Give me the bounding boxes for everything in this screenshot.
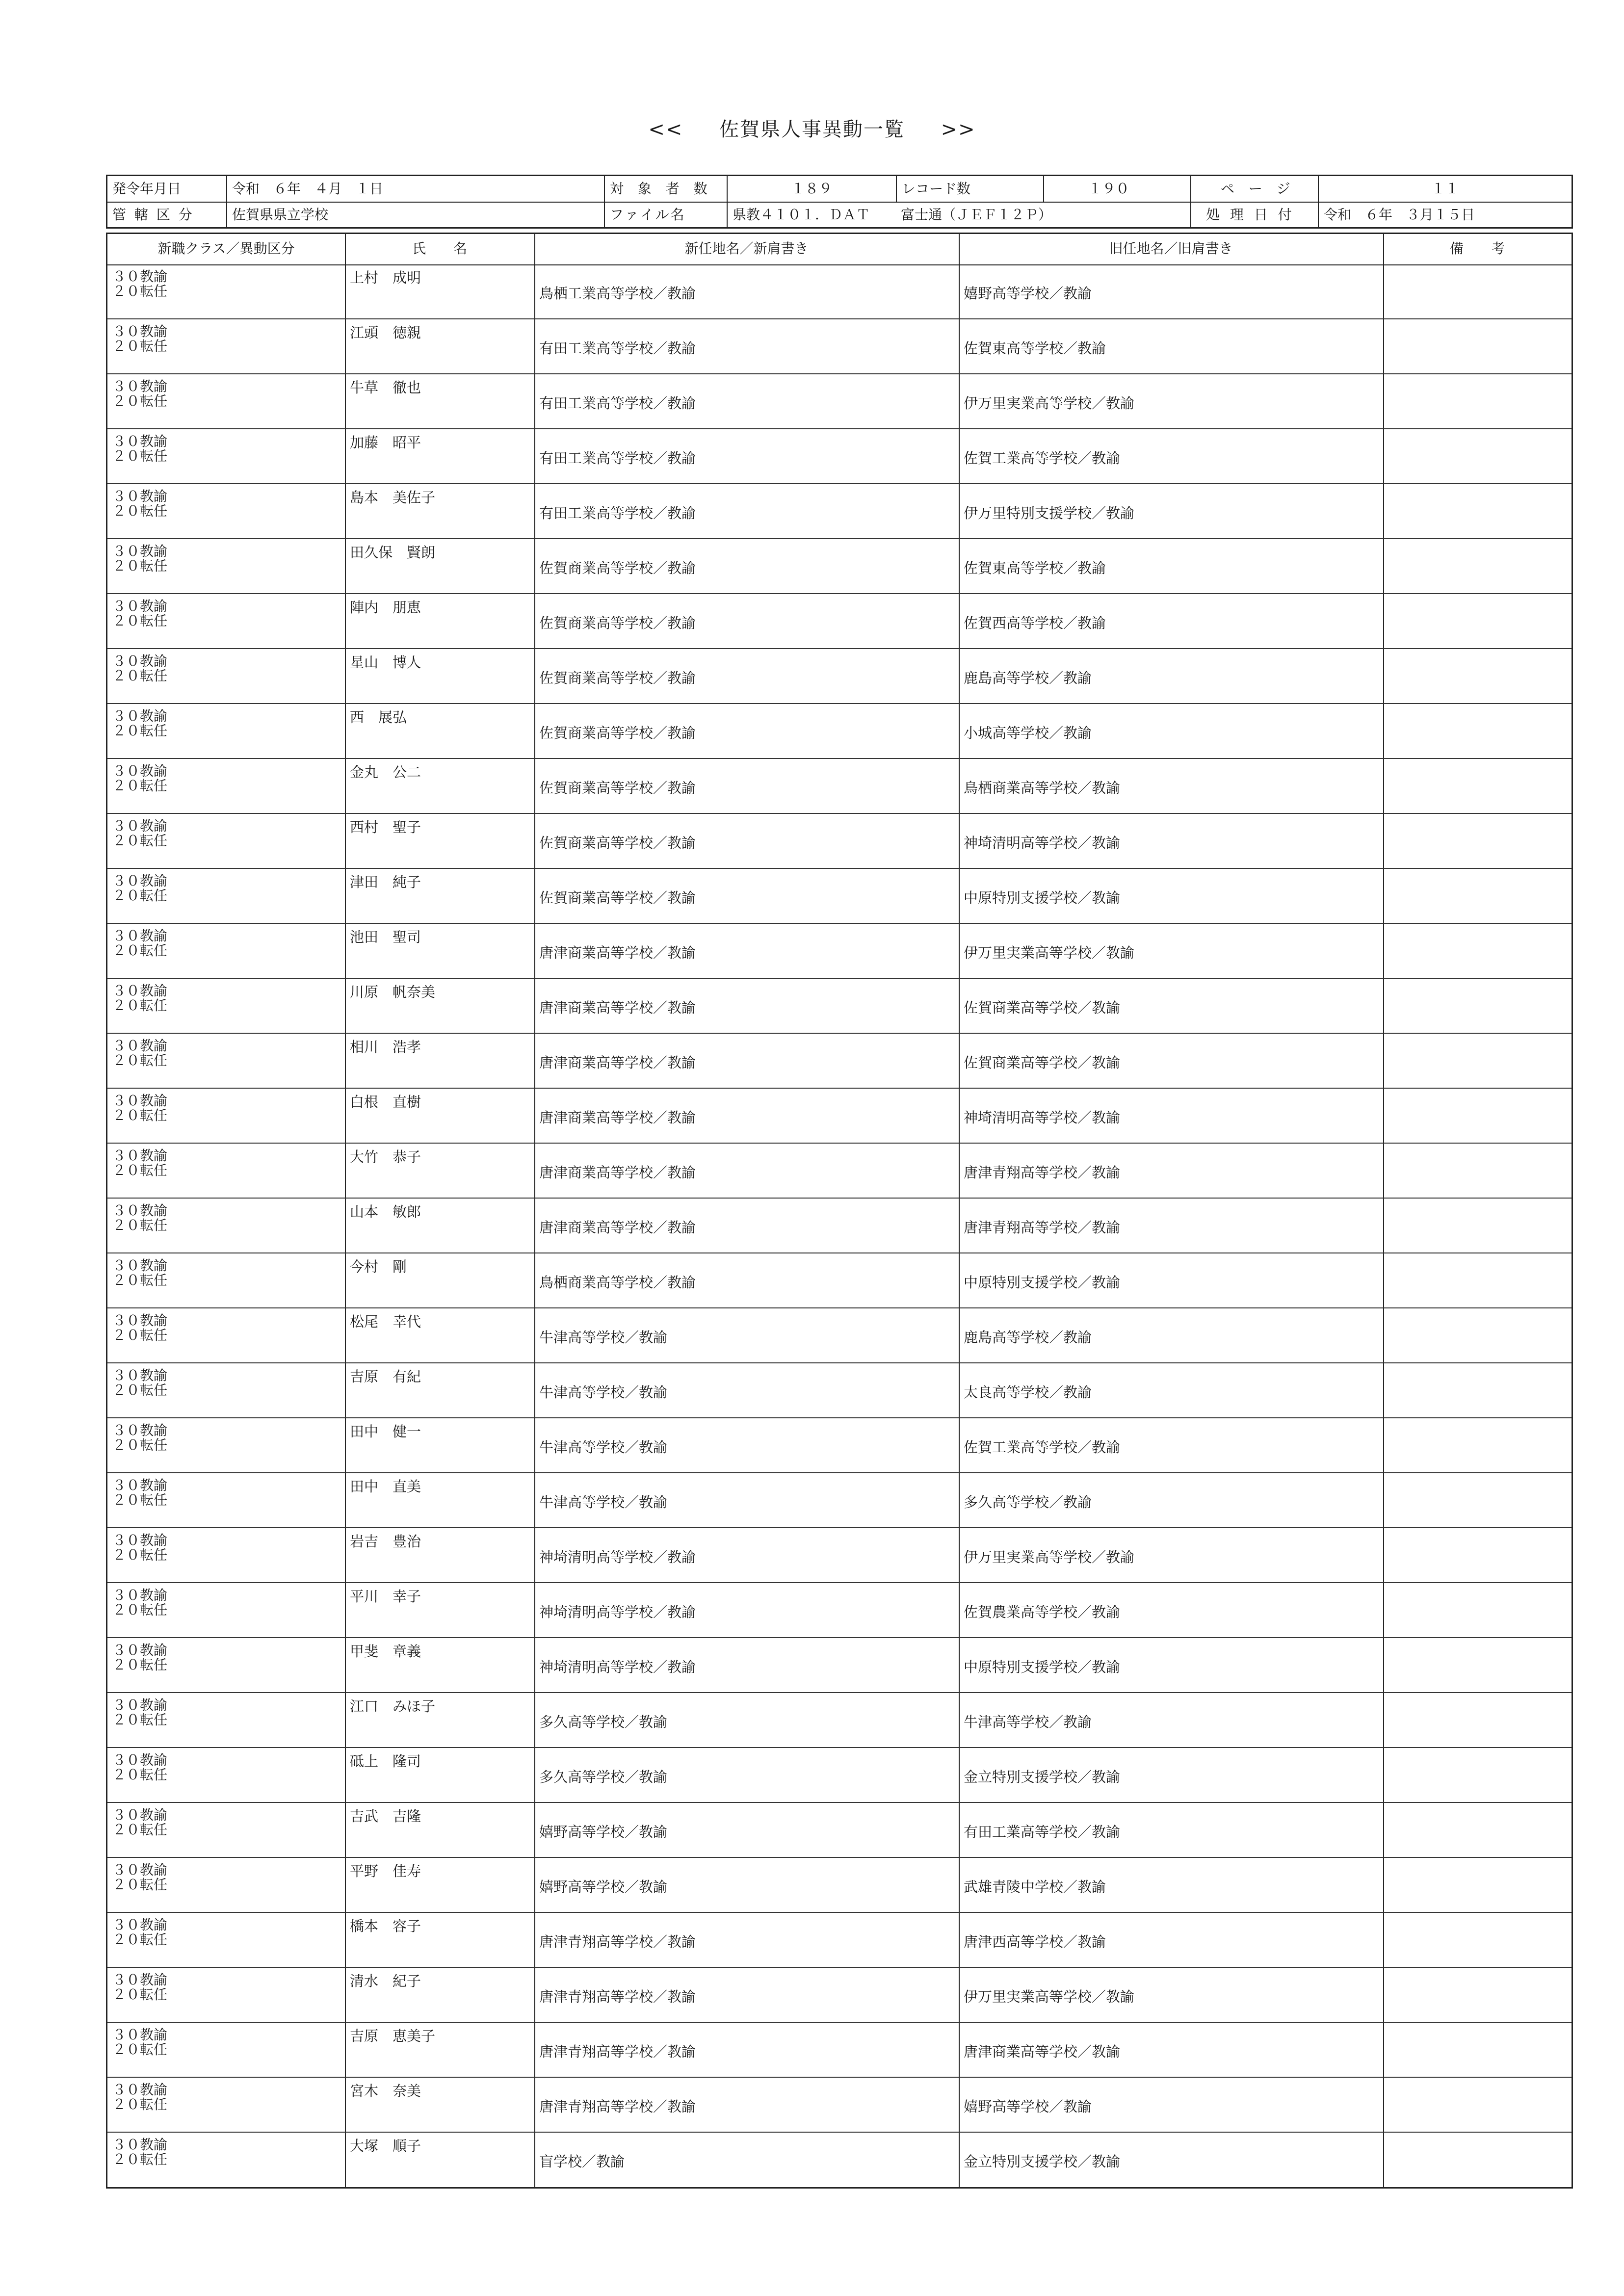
table-row	[107, 924, 1572, 979]
job-class: ３０教諭	[112, 268, 168, 285]
person-name: 吉武 吉隆	[350, 1808, 421, 1825]
header-row-1	[107, 176, 1572, 203]
transfer-type: ２０転任	[112, 1492, 168, 1508]
transfer-type: ２０転任	[112, 2041, 168, 2058]
transfer-type: ２０転任	[112, 1986, 168, 2003]
transfer-type: ２０転任	[112, 503, 168, 519]
table-row	[107, 1803, 1572, 1858]
old-post: 鹿島高等学校／教諭	[964, 670, 1092, 686]
document-title: << 佐賀県人事異動一覧 >>	[648, 118, 976, 141]
class-and-transfer-type	[112, 1094, 167, 1123]
column-header-remarks: 備 考	[1449, 240, 1505, 257]
job-class: ３０教諭	[112, 1697, 168, 1713]
new-post: 神埼清明高等学校／教諭	[539, 1659, 696, 1675]
table-row	[107, 869, 1572, 924]
new-post: 唐津青翔高等学校／教諭	[539, 2098, 696, 2115]
old-post: 伊万里特別支援学校／教諭	[964, 505, 1135, 522]
transfer-type: ２０転任	[112, 2151, 168, 2167]
transfer-type: ２０転任	[112, 1931, 168, 1948]
new-post: 唐津商業高等学校／教諭	[539, 1054, 696, 1071]
transfer-type: ２０転任	[112, 1547, 168, 1563]
column-header-class: 新職クラス／異動区分	[157, 240, 295, 257]
person-name: 加藤 昭平	[350, 434, 421, 451]
person-name: 山本 敏郎	[350, 1203, 421, 1220]
job-class: ３０教諭	[112, 708, 168, 724]
old-post: 金立特別支援学校／教諭	[964, 2153, 1121, 2170]
transfer-type: ２０転任	[112, 283, 168, 299]
new-post: 唐津商業高等学校／教諭	[539, 999, 696, 1016]
person-name: 牛草 徹也	[350, 379, 421, 396]
old-post: 佐賀工業高等学校／教諭	[964, 1439, 1121, 1456]
transfer-type: ２０転任	[112, 1877, 168, 1893]
class-and-transfer-type	[112, 1808, 167, 1837]
class-and-transfer-type	[112, 1753, 167, 1782]
old-post: 佐賀西高等学校／教諭	[964, 615, 1106, 631]
page-label: ペ ー ジ	[1190, 176, 1318, 202]
table-row	[107, 1858, 1572, 1913]
job-class: ３０教諭	[112, 1972, 168, 1988]
old-post: 佐賀商業高等学校／教諭	[964, 999, 1121, 1016]
person-name: 今村 剛	[350, 1258, 407, 1275]
transfer-type: ２０転任	[112, 613, 168, 629]
job-class: ３０教諭	[112, 598, 168, 614]
new-post: 鳥栖商業高等学校／教諭	[539, 1274, 696, 1291]
file-name-label: ファイル名	[604, 202, 727, 228]
job-class: ３０教諭	[112, 653, 168, 669]
table-row	[107, 1144, 1572, 1199]
job-class: ３０教諭	[112, 543, 168, 559]
transfer-type: ２０転任	[112, 887, 168, 904]
table-row	[107, 594, 1572, 649]
old-post: 武雄青陵中学校／教諭	[964, 1879, 1106, 1895]
old-post: 中原特別支援学校／教諭	[964, 1274, 1121, 1291]
table-row	[107, 1363, 1572, 1418]
job-class: ３０教諭	[112, 1477, 168, 1493]
class-and-transfer-type	[112, 1039, 167, 1068]
old-post: 伊万里実業高等学校／教諭	[964, 1549, 1135, 1565]
transfer-type: ２０転任	[112, 1767, 168, 1783]
job-class: ３０教諭	[112, 323, 168, 339]
class-and-transfer-type	[112, 874, 167, 903]
old-post: 中原特別支援学校／教諭	[964, 889, 1121, 906]
table-row	[107, 264, 1572, 319]
job-class: ３０教諭	[112, 433, 168, 449]
new-post: 佐賀商業高等学校／教諭	[539, 615, 696, 631]
job-class: ３０教諭	[112, 1917, 168, 1933]
table-row	[107, 1748, 1572, 1803]
table-row	[107, 2133, 1572, 2188]
job-class: ３０教諭	[112, 1532, 168, 1548]
transfer-type: ２０転任	[112, 2096, 168, 2113]
new-post: 佐賀商業高等学校／教諭	[539, 889, 696, 906]
job-class: ３０教諭	[112, 1312, 168, 1329]
class-and-transfer-type	[112, 984, 167, 1013]
class-and-transfer-type	[112, 324, 167, 354]
new-post: 佐賀商業高等学校／教諭	[539, 670, 696, 686]
class-and-transfer-type	[112, 1918, 167, 1947]
column-header-new-post: 新任地名／新肩書き	[684, 240, 809, 257]
table-row	[107, 2023, 1572, 2078]
job-class: ３０教諭	[112, 2082, 168, 2098]
job-class: ３０教諭	[112, 1422, 168, 1438]
job-class: ３０教諭	[112, 1148, 168, 1164]
class-and-transfer-type	[112, 1698, 167, 1727]
table-row	[107, 759, 1572, 814]
person-name: 上村 成明	[350, 269, 421, 286]
table-row	[107, 319, 1572, 374]
new-post: 佐賀商業高等学校／教諭	[539, 835, 696, 851]
class-and-transfer-type	[112, 1973, 167, 2002]
old-post: 佐賀東高等学校／教諭	[964, 560, 1106, 576]
table-row	[107, 1583, 1572, 1638]
person-name: 相川 浩孝	[350, 1039, 421, 1055]
new-post: 鳥栖工業高等学校／教諭	[539, 285, 696, 302]
job-class: ３０教諭	[112, 1257, 168, 1274]
transfer-type: ２０転任	[112, 558, 168, 574]
header-info-table	[106, 175, 1573, 229]
transfer-type: ２０転任	[112, 723, 168, 739]
person-name: 川原 帆奈美	[350, 984, 436, 1000]
new-post: 唐津商業高等学校／教諭	[539, 1219, 696, 1236]
column-header-name: 氏 名	[412, 240, 467, 257]
class-and-transfer-type	[112, 819, 167, 848]
class-and-transfer-type	[112, 1313, 167, 1343]
new-post: 牛津高等学校／教諭	[539, 1329, 668, 1346]
table-row	[107, 1089, 1572, 1144]
target-count-value: １８９	[727, 176, 896, 202]
table-row	[107, 2078, 1572, 2133]
old-post: 唐津青翔高等学校／教諭	[964, 1164, 1121, 1181]
new-post: 牛津高等学校／教諭	[539, 1384, 668, 1401]
person-name: 田久保 賢朗	[350, 544, 436, 561]
job-class: ３０教諭	[112, 983, 168, 999]
class-and-transfer-type	[112, 489, 167, 519]
table-row	[107, 429, 1572, 484]
transfer-type: ２０転任	[112, 1327, 168, 1343]
table-row	[107, 1473, 1572, 1528]
old-post: 伊万里実業高等学校／教諭	[964, 395, 1135, 412]
file-name-value: 県教４１０１．ＤＡＴ	[727, 202, 896, 228]
table-row	[107, 1199, 1572, 1253]
new-post: 嬉野高等学校／教諭	[539, 1879, 668, 1895]
transfer-type: ２０転任	[112, 997, 168, 1014]
personnel-transfer-table	[106, 233, 1573, 2189]
new-post: 有田工業高等学校／教諭	[539, 395, 696, 412]
person-name: 江頭 徳親	[350, 324, 421, 341]
table-row	[107, 1308, 1572, 1363]
person-name: 平川 幸子	[350, 1588, 421, 1605]
column-header-row	[107, 234, 1572, 265]
person-name: 陣内 朋恵	[350, 599, 421, 616]
transfer-type: ２０転任	[112, 1382, 168, 1398]
job-class: ３０教諭	[112, 1202, 168, 1219]
table-row	[107, 1968, 1572, 2023]
job-class: ３０教諭	[112, 488, 168, 504]
class-and-transfer-type	[112, 1863, 167, 1892]
class-and-transfer-type	[112, 1533, 167, 1563]
issue-date-value: 令和 ６年 ４月 １日	[226, 176, 604, 202]
new-post: 神埼清明高等学校／教諭	[539, 1549, 696, 1565]
person-name: 島本 美佐子	[350, 489, 436, 506]
old-post: 金立特別支援学校／教諭	[964, 1769, 1121, 1785]
class-and-transfer-type	[112, 1423, 167, 1453]
table-row	[107, 1693, 1572, 1748]
job-class: ３０教諭	[112, 1367, 168, 1383]
old-post: 鳥栖商業高等学校／教諭	[964, 780, 1121, 796]
old-post: 中原特別支援学校／教諭	[964, 1659, 1121, 1675]
person-name: 金丸 公二	[350, 764, 421, 781]
table-row	[107, 1034, 1572, 1089]
person-name: 松尾 幸代	[350, 1313, 421, 1330]
old-post: 佐賀工業高等学校／教諭	[964, 450, 1121, 467]
job-class: ３０教諭	[112, 378, 168, 394]
class-and-transfer-type	[112, 929, 167, 958]
job-class: ３０教諭	[112, 763, 168, 779]
person-name: 吉原 恵美子	[350, 2028, 436, 2044]
table-row	[107, 1913, 1572, 1968]
class-and-transfer-type	[112, 434, 167, 464]
table-row	[107, 1418, 1572, 1473]
class-and-transfer-type	[112, 764, 167, 793]
new-post: 牛津高等学校／教諭	[539, 1439, 668, 1456]
person-name: 平野 佳寿	[350, 1863, 421, 1879]
old-post: 伊万里実業高等学校／教諭	[964, 1988, 1135, 2005]
old-post: 佐賀東高等学校／教諭	[964, 340, 1106, 357]
person-name: 吉原 有紀	[350, 1368, 421, 1385]
transfer-type: ２０転任	[112, 778, 168, 794]
new-post: 唐津商業高等学校／教諭	[539, 944, 696, 961]
new-post: 有田工業高等学校／教諭	[539, 450, 696, 467]
job-class: ３０教諭	[112, 1587, 168, 1603]
person-name: 甲斐 章義	[350, 1643, 421, 1660]
old-post: 唐津西高等学校／教諭	[964, 1933, 1106, 1950]
job-class: ３０教諭	[112, 1642, 168, 1658]
new-post: 嬉野高等学校／教諭	[539, 1824, 668, 1840]
person-name: 橋本 容子	[350, 1918, 421, 1934]
new-post: 牛津高等学校／教諭	[539, 1494, 668, 1511]
transfer-type: ２０転任	[112, 1822, 168, 1838]
transfer-type: ２０転任	[112, 1712, 168, 1728]
table-row	[107, 1528, 1572, 1583]
table-row	[107, 814, 1572, 869]
transfer-type: ２０転任	[112, 1052, 168, 1069]
new-post: 多久高等学校／教諭	[539, 1714, 668, 1730]
table-row	[107, 704, 1572, 759]
job-class: ３０教諭	[112, 2027, 168, 2043]
old-post: 有田工業高等学校／教諭	[964, 1824, 1121, 1840]
job-class: ３０教諭	[112, 1807, 168, 1823]
person-name: 星山 博人	[350, 654, 421, 671]
old-post: 佐賀農業高等学校／教諭	[964, 1604, 1121, 1620]
class-and-transfer-type	[112, 1643, 167, 1672]
person-name: 白根 直樹	[350, 1094, 421, 1110]
new-post: 神埼清明高等学校／教諭	[539, 1604, 696, 1620]
new-post: 唐津青翔高等学校／教諭	[539, 1988, 696, 2005]
person-name: 津田 純子	[350, 874, 421, 890]
transfer-type: ２０転任	[112, 1217, 168, 1233]
record-count-label: レコード数	[896, 176, 1043, 202]
table-row	[107, 1638, 1572, 1693]
header-row-2	[107, 202, 1572, 228]
new-post: 佐賀商業高等学校／教諭	[539, 780, 696, 796]
class-and-transfer-type	[112, 599, 167, 628]
process-date-label: 処 理 日 付	[1190, 202, 1318, 228]
new-post: 佐賀商業高等学校／教諭	[539, 560, 696, 576]
transfer-type: ２０転任	[112, 668, 168, 684]
job-class: ３０教諭	[112, 818, 168, 834]
class-and-transfer-type	[112, 1368, 167, 1398]
transfer-type: ２０転任	[112, 1162, 168, 1178]
job-class: ３０教諭	[112, 1093, 168, 1109]
class-and-transfer-type	[112, 544, 167, 574]
new-post: 有田工業高等学校／教諭	[539, 340, 696, 357]
old-post: 太良高等学校／教諭	[964, 1384, 1092, 1401]
old-post: 神埼清明高等学校／教諭	[964, 835, 1121, 851]
person-name: 池田 聖司	[350, 929, 421, 945]
class-and-transfer-type	[112, 1203, 167, 1233]
table-row	[107, 539, 1572, 594]
new-post: 有田工業高等学校／教諭	[539, 505, 696, 522]
job-class: ３０教諭	[112, 928, 168, 944]
new-post: 唐津青翔高等学校／教諭	[539, 1933, 696, 1950]
class-and-transfer-type	[112, 654, 167, 683]
class-and-transfer-type	[112, 709, 167, 738]
transfer-type: ２０転任	[112, 833, 168, 849]
person-name: 西村 聖子	[350, 819, 421, 835]
old-post: 多久高等学校／教諭	[964, 1494, 1092, 1511]
job-class: ３０教諭	[112, 2137, 168, 2153]
transfer-type: ２０転任	[112, 1602, 168, 1618]
old-post: 佐賀商業高等学校／教諭	[964, 1054, 1121, 1071]
transfer-type: ２０転任	[112, 1272, 168, 1288]
old-post: 鹿島高等学校／教諭	[964, 1329, 1092, 1346]
class-and-transfer-type	[112, 1588, 167, 1618]
class-and-transfer-type	[112, 2028, 167, 2057]
new-post: 唐津商業高等学校／教諭	[539, 1109, 696, 1126]
process-date-value: 令和 ６年 ３月１５日	[1318, 202, 1572, 228]
old-post: 伊万里実業高等学校／教諭	[964, 944, 1135, 961]
old-post: 牛津高等学校／教諭	[964, 1714, 1092, 1730]
job-class: ３０教諭	[112, 1038, 168, 1054]
old-post: 小城高等学校／教諭	[964, 725, 1092, 741]
person-name: 大塚 順子	[350, 2138, 421, 2154]
person-name: 岩吉 豊治	[350, 1533, 421, 1550]
record-count-value: １９０	[1043, 176, 1190, 202]
new-post: 佐賀商業高等学校／教諭	[539, 725, 696, 741]
class-and-transfer-type	[112, 1478, 167, 1508]
transfer-type: ２０転任	[112, 1657, 168, 1673]
new-post: 唐津青翔高等学校／教諭	[539, 2043, 696, 2060]
table-row	[107, 374, 1572, 429]
person-name: 砥上 隆司	[350, 1753, 421, 1770]
person-name: 田中 直美	[350, 1478, 421, 1495]
table-row	[107, 1253, 1572, 1308]
old-post: 唐津青翔高等学校／教諭	[964, 1219, 1121, 1236]
person-name: 江口 みほ子	[350, 1698, 436, 1715]
new-post: 多久高等学校／教諭	[539, 1769, 668, 1785]
target-count-label: 対 象 者 数	[604, 176, 727, 202]
transfer-type: ２０転任	[112, 448, 168, 464]
transfer-type: ２０転任	[112, 338, 168, 354]
printer-value: 富士通（ＪＥＦ１２Ｐ）	[901, 207, 1052, 223]
page-value: １１	[1318, 176, 1572, 202]
job-class: ３０教諭	[112, 1752, 168, 1768]
job-class: ３０教諭	[112, 1862, 168, 1878]
jurisdiction-label: 管 轄 区 分	[112, 207, 194, 223]
transfer-type: ２０転任	[112, 1437, 168, 1453]
table-row	[107, 979, 1572, 1034]
class-and-transfer-type	[112, 2138, 167, 2167]
new-post: 唐津商業高等学校／教諭	[539, 1164, 696, 1181]
old-post: 神埼清明高等学校／教諭	[964, 1109, 1121, 1126]
old-post: 嬉野高等学校／教諭	[964, 285, 1092, 302]
person-name: 清水 紀子	[350, 1973, 421, 1989]
job-class: ３０教諭	[112, 873, 168, 889]
column-header-old-post: 旧任地名／旧肩書き	[1109, 240, 1233, 257]
new-post: 盲学校／教諭	[539, 2153, 625, 2170]
old-post: 唐津商業高等学校／教諭	[964, 2043, 1121, 2060]
old-post: 嬉野高等学校／教諭	[964, 2098, 1092, 2115]
class-and-transfer-type	[112, 269, 167, 299]
person-name: 宮木 奈美	[350, 2083, 421, 2099]
class-and-transfer-type	[112, 1258, 167, 1288]
table-row	[107, 484, 1572, 539]
class-and-transfer-type	[112, 1148, 167, 1178]
class-and-transfer-type	[112, 2083, 167, 2112]
transfer-type: ２０転任	[112, 1107, 168, 1123]
issue-date-label: 発令年月日	[112, 181, 182, 197]
person-name: 田中 健一	[350, 1423, 421, 1440]
transfer-type: ２０転任	[112, 942, 168, 959]
jurisdiction-value: 佐賀県県立学校	[226, 202, 604, 228]
person-name: 大竹 恭子	[350, 1148, 421, 1165]
table-row	[107, 649, 1572, 704]
class-and-transfer-type	[112, 379, 167, 409]
transfer-type: ２０転任	[112, 393, 168, 409]
person-name: 西 展弘	[350, 709, 407, 726]
